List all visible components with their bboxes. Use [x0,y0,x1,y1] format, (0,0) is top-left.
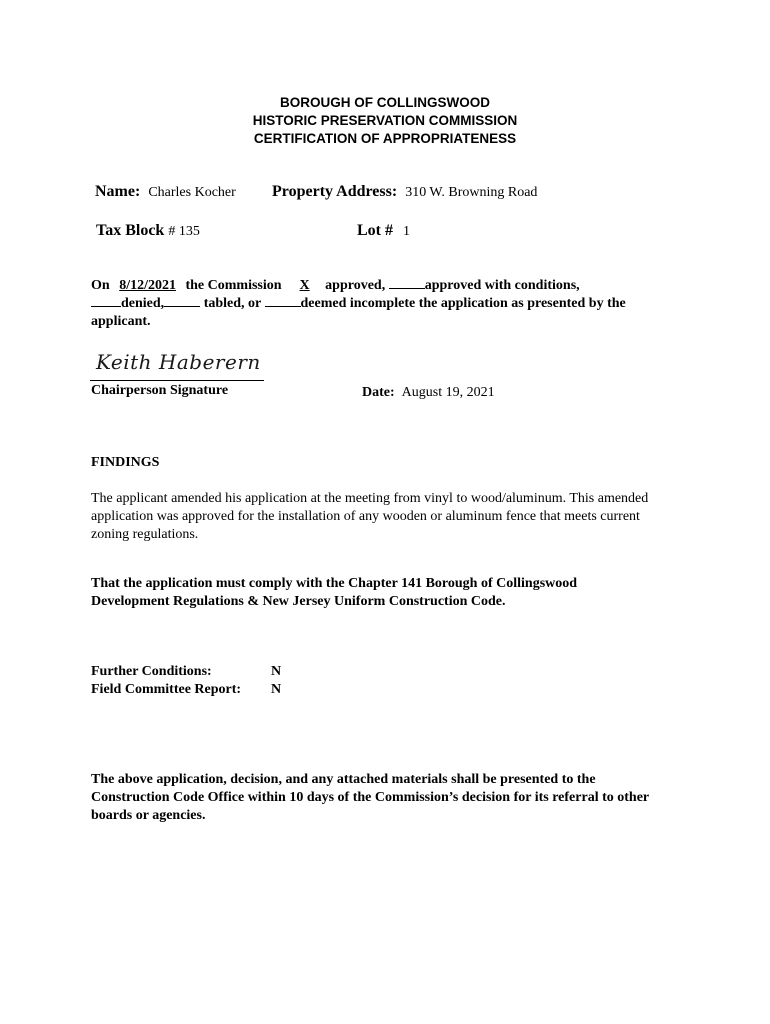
approved-mark: X [299,278,310,293]
address-value: 310 W. Browning Road [405,185,538,200]
findings-paragraph: The applicant amended his application at the meeting from vinyl to wood/aluminum. This amended application was approved for the installation of any wooden or aluminum fence that meets current zoning regulations. [91,491,649,542]
document-header [0,94,770,148]
footer-notice: The above application, decision, and any attached materials shall be presented to the Construction Code Office within 10 days of the Commission’s decision for its referral to other boards or agencies. [91,772,649,823]
chairperson-signature-label: Chairperson Signature [91,383,229,398]
name-value: Charles Kocher [148,185,236,200]
tax-block-label: Tax Block [96,222,165,239]
signature-line [90,380,264,381]
signature-date [362,383,495,401]
on-label: On [91,278,110,293]
denied-label: denied, [121,296,165,311]
further-conditions-value: N [271,664,282,679]
decision-paragraph [91,277,691,331]
lot-label: Lot # [357,222,393,239]
date-value: August 19, 2021 [401,385,495,400]
approved-conditions-blank [389,288,425,289]
field-committee-value: N [271,682,282,697]
further-conditions-label: Further Conditions: [91,664,212,679]
header-line-2: HISTORIC PRESERVATION COMMISSION [252,113,518,128]
incomplete-blank [265,306,301,307]
handwritten-signature: Keith Haberern [96,350,261,374]
address-label: Property Address: [272,183,398,200]
approved-label: approved, [325,278,386,293]
name-row [95,183,236,201]
approved-conditions-label: approved with conditions, [424,278,580,293]
lot-value: 1 [403,224,410,239]
name-label: Name: [95,183,141,200]
denied-blank [91,306,121,307]
address-row [272,183,537,201]
incomplete-label: deemed incomplete the application as presented by the [300,296,626,311]
tax-block-value: # 135 [168,224,200,239]
tabled-label: tabled, or [203,296,261,311]
tabled-blank [164,306,200,307]
compliance-statement: That the application must comply with the Chapter 141 Borough of Collingswood Development Regulations & New Jersey Uniform Construction Code. [91,576,578,609]
decision-date: 8/12/2021 [119,278,176,293]
commission-label: the Commission [185,278,282,293]
decision-trailing: applicant. [91,314,151,329]
findings-heading: FINDINGS [91,455,160,470]
header-line-3: CERTIFICATION OF APPROPRIATENESS [253,131,517,146]
date-label: Date: [362,385,395,400]
header-line-1: BOROUGH OF COLLINGSWOOD [280,95,490,110]
lot-row [357,222,410,240]
tax-block-row [96,222,200,240]
field-committee-label: Field Committee Report: [91,682,242,697]
